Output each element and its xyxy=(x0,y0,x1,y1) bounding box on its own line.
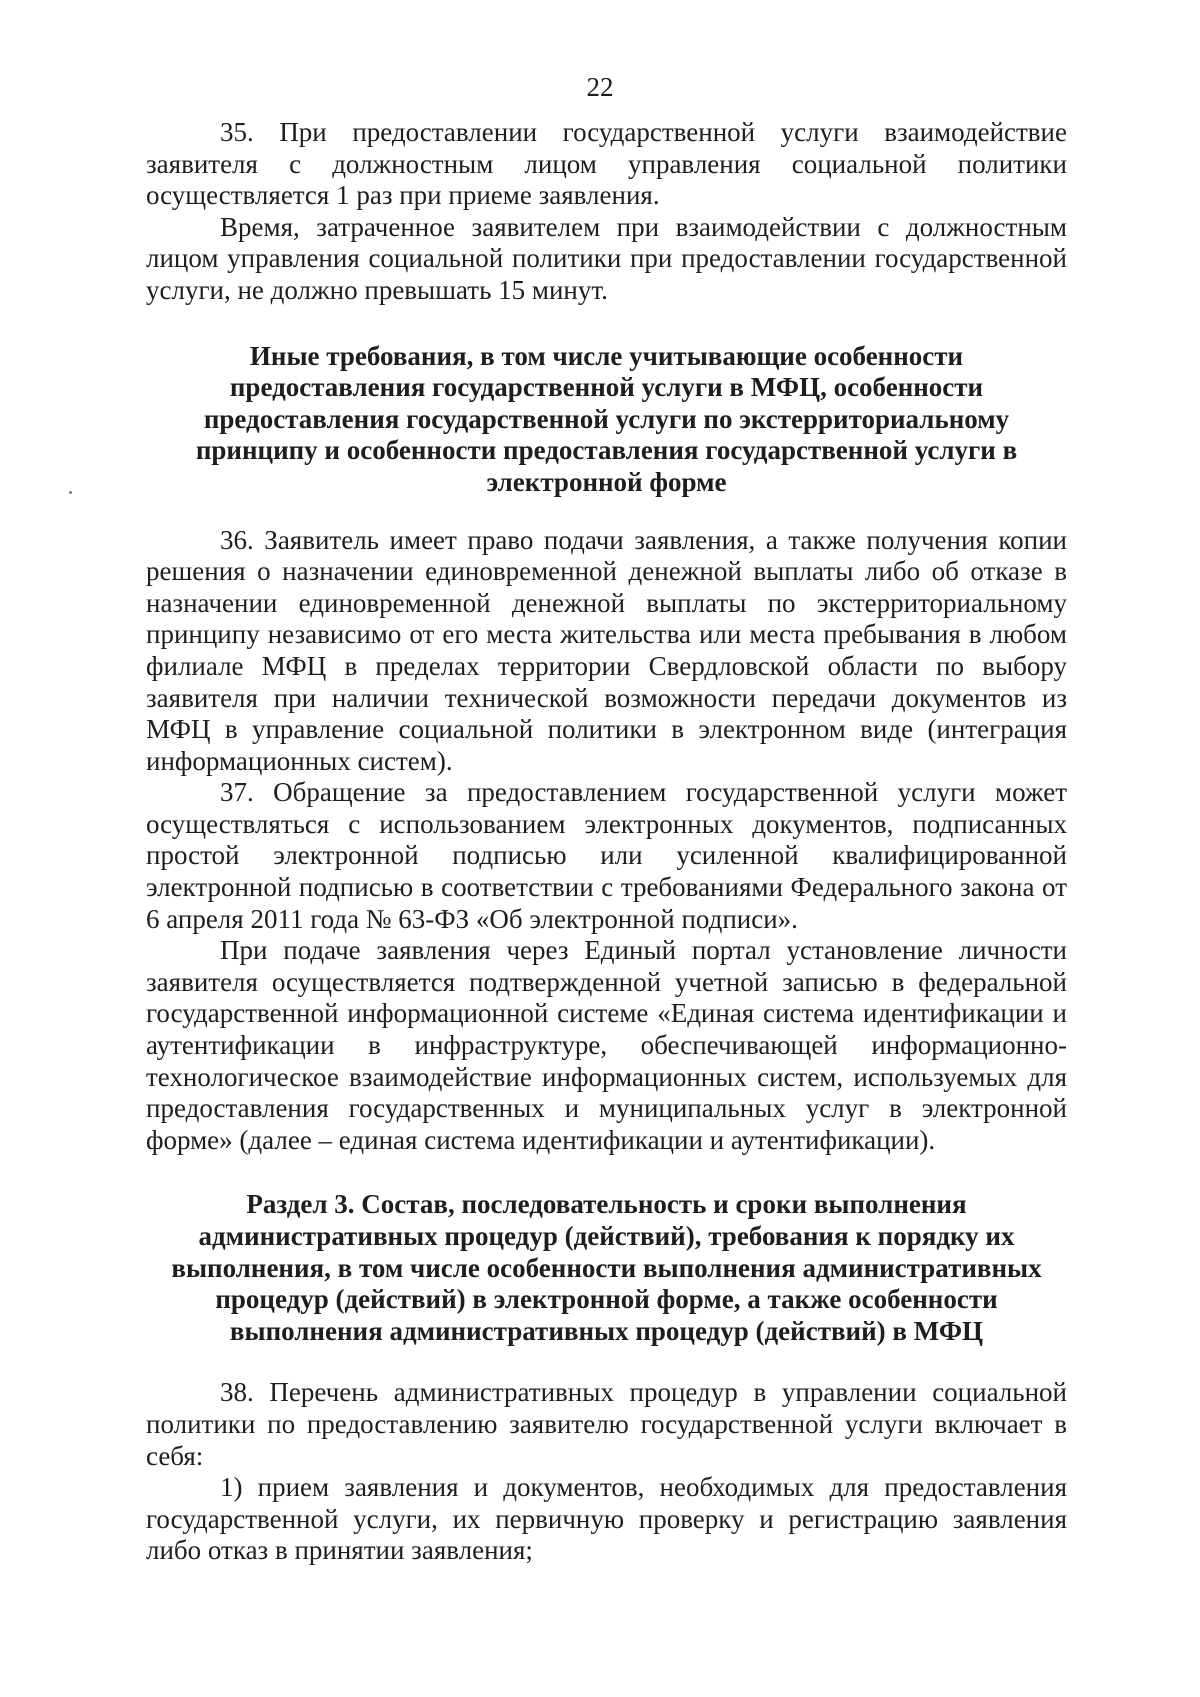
paragraph-37-identification: При подаче заявления через Единый портал установление личности заявителя осуществляется подтвержденной учетной записью в федеральной государственной информационной системе «Единая система идентификации и аутентификации в инфраструктуре, обеспечивающей информационно-технологическое взаимодействие информационных систем, используемых для предоставления государственных и муниципальных услуг в электронной форме» (далее – единая система идентификации и аутентификации). xyxy=(146,935,1067,1155)
document-body xyxy=(146,117,1067,1567)
section-heading-other-requirements: Иные требования, в том числе учитывающие особенности предоставления государственной услуги в МФЦ, особенности предоставления государственной услуги по экстерриториальному принципу и особенности предоставления государственной услуги в электронной форме xyxy=(195,340,1018,497)
paragraph-38-item-1: 1) прием заявления и документов, необходимых для предоставления государственной услуги, их первичную проверку и регистрацию заявления либо отказ в принятии заявления; xyxy=(146,1472,1067,1566)
paragraph-36: 36. Заявитель имеет право подачи заявления, а также получения копии решения о назначении единовременной денежной выплаты либо об отказе в назначении единовременной денежной выплаты по экстерриториальному принципу независимо от его места жительства или места пребывания в любом филиале МФЦ в пределах территории Свердловской области по выбору заявителя при наличии технической возможности передачи документов из МФЦ в управление социальной политики в электронном виде (интеграция информационных систем). xyxy=(146,524,1067,776)
scan-artifact-dot xyxy=(69,491,72,494)
paragraph-35: 35. При предоставлении государственной услуги взаимодействие заявителя с должностным лицом управления социальной политики осуществляется 1 раз при приеме заявления. xyxy=(146,117,1067,211)
paragraph-37: 37. Обращение за предоставлением государственной услуги может осуществляться с использованием электронных документов, подписанных простой электронной подписью или усиленной квалифицированной электронной подписью в соответствии с требованиями Федерального закона от 6 апреля 2011 года № 63-ФЗ «Об электронной подписи». xyxy=(146,777,1067,934)
section-heading-section-3: Раздел 3. Состав, последовательность и сроки выполнения административных процедур (действий), требования к порядку их выполнения, в том числе особенности выполнения административных процедур (действий) в электронной форме, а также особенности выполнения административных процедур (действий) в МФЦ xyxy=(171,1189,1042,1346)
paragraph-35-time: Время, затраченное заявителем при взаимодействии с должностным лицом управления социальной политики при предоставлении государственной услуги, не должно превышать 15 минут. xyxy=(146,211,1067,305)
page-number: 22 xyxy=(586,72,614,102)
paragraph-38: 38. Перечень административных процедур в управлении социальной политики по предоставлению заявителю государственной услуги включает в себя: xyxy=(146,1377,1067,1471)
